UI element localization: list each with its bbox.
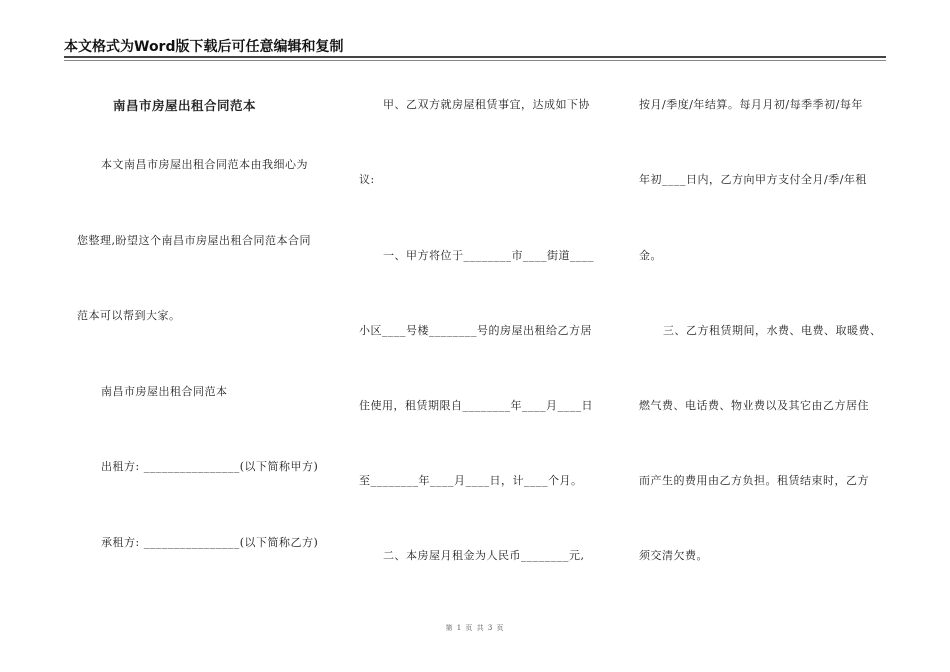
paragraph-line: 范本可以帮到大家。 <box>77 309 181 322</box>
paragraph-line: 而产生的费用由乙方负担。租赁结束时，乙方 <box>639 474 869 487</box>
paragraph-line: 金。 <box>639 249 662 262</box>
page-number: 第 1 页 共 3 页 <box>445 624 505 632</box>
lessor-field: 出租方: ________________(以下简称甲方) <box>101 460 319 473</box>
paragraph-line: 您整理,盼望这个南昌市房屋出租合同范本合同 <box>77 234 311 247</box>
lessee-field: 承租方: ________________(以下简称乙方) <box>101 536 319 549</box>
paragraph-line: 至________年____月____日，计____个月。 <box>359 474 583 487</box>
section-heading: 南昌市房屋出租合同范本 <box>101 385 228 398</box>
header-rule-thin <box>64 60 886 61</box>
clause-2-line: 二、本房屋月租金为人民币________元, <box>383 549 585 562</box>
document-banner: 本文格式为Word版下载后可任意编辑和复制 <box>64 39 344 55</box>
header-rule <box>64 56 886 58</box>
paragraph-line: 本文南昌市房屋出租合同范本由我细心为 <box>101 158 308 171</box>
paragraph-line: 按月/季度/年结算。每月月初/每季季初/每年 <box>639 98 863 111</box>
paragraph-line: 住使用，租赁期限自________年____月____日 <box>359 399 593 412</box>
paragraph-line: 年初____日内，乙方向甲方支付全月/季/年租 <box>639 173 867 186</box>
clause-1-line: 一、甲方将位于________市____街道____ <box>383 249 594 262</box>
paragraph-line: 甲、乙双方就房屋租赁事宜，达成如下协 <box>383 98 590 111</box>
paragraph-line: 小区____号楼________号的房屋出租给乙方居 <box>359 324 592 337</box>
paragraph-line: 须交清欠费。 <box>639 549 708 562</box>
clause-3-line: 三、乙方租赁期间，水费、电费、取暖费、 <box>663 324 882 337</box>
paragraph-line: 燃气费、电话费、物业费以及其它由乙方居住 <box>639 399 869 412</box>
document-title: 南昌市房屋出租合同范本 <box>113 98 257 113</box>
paragraph-line: 议: <box>359 173 375 186</box>
